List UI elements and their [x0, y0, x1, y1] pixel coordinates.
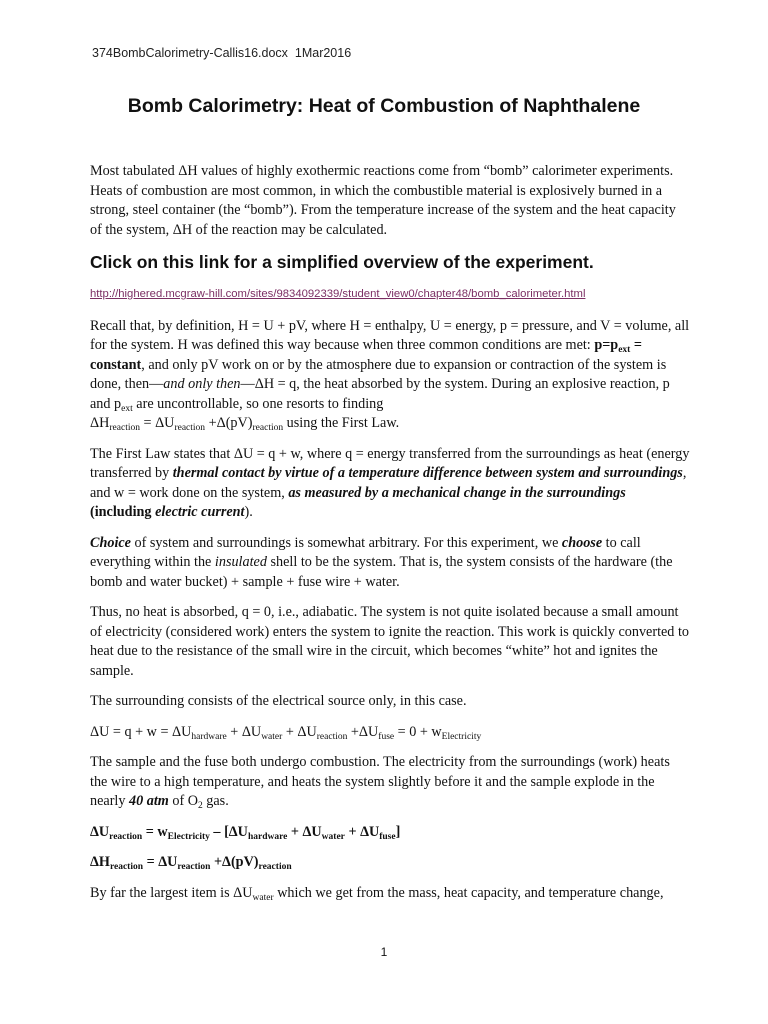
header-date: 1Mar2016 — [294, 46, 352, 60]
first-law-paragraph: The First Law states that ΔU = q + w, where q = energy transferred from the surroundings as heat (energy transferred by thermal contact by virtue of a temperature difference between system and surroundings, and w = work done on the system, as measured by a mechanical change in the surroundings (including electric current). — [90, 445, 690, 520]
recall-paragraph: Recall that, by definition, H = U + pV, where H = enthalpy, U = energy, p = pressure, and V = volume, all for the system. H was defined this way because when three common conditions are met: $p=p_{ext}$ = constant, and only pV work on or by the atmosphere due to expansion or contraction of the system is done, then—and only then—ΔH = q, the heat absorbed by the system. During an explosive reaction, p and $p_{ext}$ are uncontrollable, so one resorts to finding $\Delta H_{reaction} = \Delta U_{reaction} +\Delta(pV)_{reaction}$ using the First Law. — [90, 317, 690, 433]
adiabatic-paragraph: Thus, no heat is absorbed, q = 0, i.e., adiabatic. The system is not quite isolated because a small amount of electricity (considered work) enters the system to ignite the reaction. This work is quickly converted to heat due to the resistance of the small wire in the circuit, which becomes “white” hot and ignites the sample. — [90, 604, 689, 679]
page-number: 1 — [380, 945, 388, 959]
page-header — [92, 46, 351, 60]
document-title: Bomb Calorimetry: Heat of Combustion of Naphthalene — [127, 95, 641, 117]
intro-paragraph: Most tabulated ΔH values of highly exothermic reactions come from “bomb” calorimeter experiments. Heats of combustion are most common, in which the combustible material is explosively burned in a strong, steel container (the “bomb”). From the temperature increase of the system and the heat capacity of the system, ΔH of the reaction may be calculated. — [90, 163, 676, 238]
choice-paragraph: Choice of system and surroundings is somewhat arbitrary. For this experiment, we choose to call everything within the insulated shell to be the system. That is, the system consists of the hardware (the bomb and water bucket) + sample + fuse wire + water. — [90, 534, 673, 590]
surroundings-paragraph: The surrounding consists of the electrical source only, in this case. — [90, 693, 467, 709]
largest-item-paragraph: By far the largest item is $\Delta U_{water}$ which we get from the mass, heat capacity, and temperature change, — [90, 884, 664, 903]
energy-equation: $\Delta U = q + w = \Delta U_{hardware} + \Delta U_{water} + \Delta U_{reaction} +\Delta U_{fuse} = 0 + w_{Electricity}$ — [90, 723, 482, 742]
combustion-paragraph: The sample and the fuse both undergo combustion. The electricity from the surroundings (work) heats the wire to a high temperature, and heats the system slightly before it and the sample explode in the nearly 40 atm of $O_2$ gas. — [90, 754, 670, 811]
overview-link[interactable]: http://highered.mcgraw-hill.com/sites/9834092339/student_view0/chapter48/bomb_calorimeter.html — [90, 288, 586, 300]
reaction-energy-equation: $\Delta U_{reaction} = w_{Electricity} - [\Delta U_{hardware} + \Delta U_{water} + \Delta U_{fuse}]$ — [90, 823, 401, 842]
enthalpy-equation: $\Delta H_{reaction} = \Delta U_{reaction} +\Delta(pV)_{reaction}$ — [90, 854, 292, 872]
header-filename: 374BombCalorimetry-Callis16.docx — [92, 46, 288, 60]
link-heading: Click on this link for a simplified overview of the experiment. — [90, 252, 594, 272]
document-body — [90, 162, 690, 914]
